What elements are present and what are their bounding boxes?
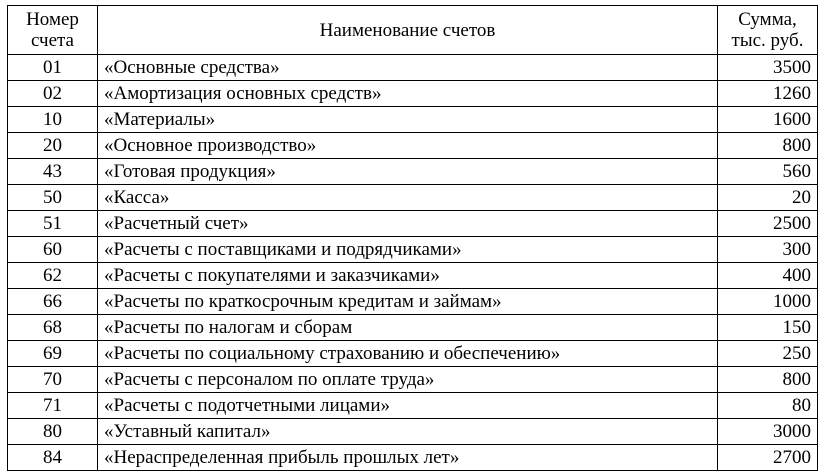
account-amount-cell: 800 bbox=[718, 133, 818, 159]
table-row bbox=[8, 185, 818, 211]
header-account-name: Наименование счетов bbox=[98, 6, 718, 55]
account-name-cell: «Расчеты с покупателями и заказчиками» bbox=[98, 263, 718, 289]
accounts-table bbox=[7, 5, 818, 471]
account-amount-cell: 20 bbox=[718, 185, 818, 211]
account-number-cell: 69 bbox=[8, 341, 98, 367]
account-name-cell: «Амортизация основных средств» bbox=[98, 81, 718, 107]
header-number-line1: Номер bbox=[26, 9, 79, 30]
account-name-cell: «Расчетный счет» bbox=[98, 211, 718, 237]
table-row bbox=[8, 237, 818, 263]
table-body bbox=[8, 55, 818, 471]
account-name-cell: «Расчеты с подотчетными лицами» bbox=[98, 393, 718, 419]
account-name-cell: «Уставный капитал» bbox=[98, 419, 718, 445]
account-amount-cell: 400 bbox=[718, 263, 818, 289]
account-number-cell: 02 bbox=[8, 81, 98, 107]
table-row bbox=[8, 315, 818, 341]
header-number-line2: счета bbox=[30, 30, 74, 51]
account-name-cell: «Готовая продукция» bbox=[98, 159, 718, 185]
account-name-cell: «Касса» bbox=[98, 185, 718, 211]
account-amount-cell: 80 bbox=[718, 393, 818, 419]
table-row bbox=[8, 393, 818, 419]
account-number-cell: 70 bbox=[8, 367, 98, 393]
table-row bbox=[8, 133, 818, 159]
table-row bbox=[8, 107, 818, 133]
account-number-cell: 71 bbox=[8, 393, 98, 419]
account-name-cell: «Расчеты по налогам и сборам bbox=[98, 315, 718, 341]
account-amount-cell: 1000 bbox=[718, 289, 818, 315]
account-number-cell: 68 bbox=[8, 315, 98, 341]
account-number-cell: 84 bbox=[8, 445, 98, 471]
header-sum-line1: Сумма, bbox=[738, 9, 797, 30]
table-row bbox=[8, 211, 818, 237]
account-amount-cell: 250 bbox=[718, 341, 818, 367]
account-number-cell: 01 bbox=[8, 55, 98, 81]
account-name-cell: «Расчеты по социальному страхованию и обеспечению» bbox=[98, 341, 718, 367]
account-amount-cell: 1260 bbox=[718, 81, 818, 107]
table-row bbox=[8, 419, 818, 445]
header-amount bbox=[718, 6, 818, 55]
account-amount-cell: 150 bbox=[718, 315, 818, 341]
account-name-cell: «Основное производство» bbox=[98, 133, 718, 159]
header-account-number bbox=[8, 6, 98, 55]
account-amount-cell: 300 bbox=[718, 237, 818, 263]
table-row bbox=[8, 263, 818, 289]
account-name-cell: «Расчеты по краткосрочным кредитам и займам» bbox=[98, 289, 718, 315]
account-name-cell: «Нераспределенная прибыль прошлых лет» bbox=[98, 445, 718, 471]
header-row bbox=[8, 6, 818, 55]
account-amount-cell: 3000 bbox=[718, 419, 818, 445]
table-header bbox=[8, 6, 818, 55]
header-sum-line2: тыс. руб. bbox=[731, 30, 804, 51]
table-row bbox=[8, 289, 818, 315]
account-number-cell: 50 bbox=[8, 185, 98, 211]
account-number-cell: 51 bbox=[8, 211, 98, 237]
account-number-cell: 20 bbox=[8, 133, 98, 159]
account-amount-cell: 560 bbox=[718, 159, 818, 185]
account-name-cell: «Расчеты с персоналом по оплате труда» bbox=[98, 367, 718, 393]
account-number-cell: 60 bbox=[8, 237, 98, 263]
account-number-cell: 43 bbox=[8, 159, 98, 185]
account-amount-cell: 2700 bbox=[718, 445, 818, 471]
account-amount-cell: 800 bbox=[718, 367, 818, 393]
account-number-cell: 10 bbox=[8, 107, 98, 133]
account-amount-cell: 1600 bbox=[718, 107, 818, 133]
table-row bbox=[8, 341, 818, 367]
account-name-cell: «Расчеты с поставщиками и подрядчиками» bbox=[98, 237, 718, 263]
table-row bbox=[8, 445, 818, 471]
table-row bbox=[8, 159, 818, 185]
account-number-cell: 80 bbox=[8, 419, 98, 445]
account-number-cell: 62 bbox=[8, 263, 98, 289]
account-number-cell: 66 bbox=[8, 289, 98, 315]
table-row bbox=[8, 367, 818, 393]
account-name-cell: «Материалы» bbox=[98, 107, 718, 133]
table-row bbox=[8, 55, 818, 81]
account-name-cell: «Основные средства» bbox=[98, 55, 718, 81]
table-row bbox=[8, 81, 818, 107]
account-amount-cell: 3500 bbox=[718, 55, 818, 81]
account-amount-cell: 2500 bbox=[718, 211, 818, 237]
